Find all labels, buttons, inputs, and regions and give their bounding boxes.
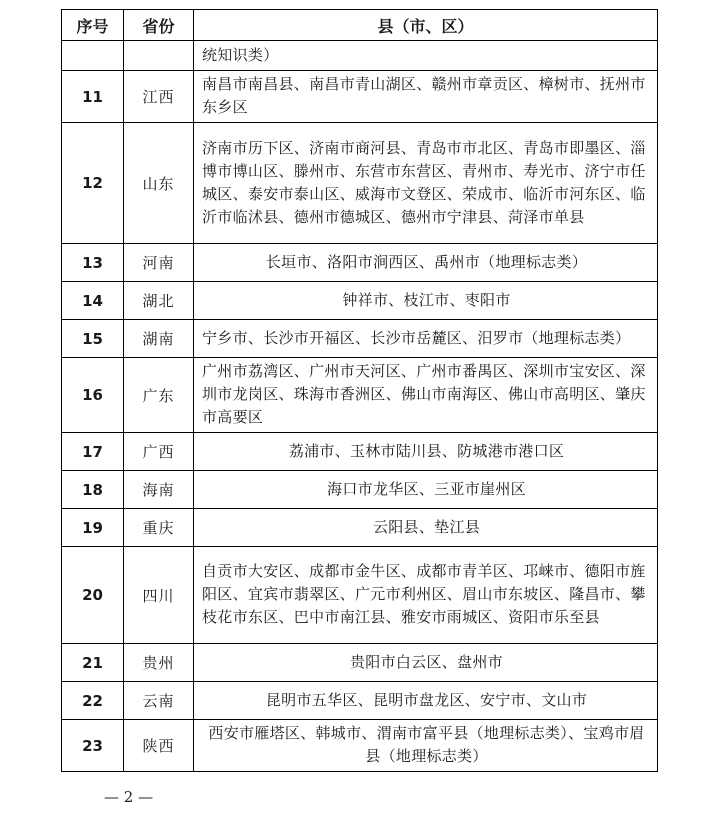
row-province-cell: 陕西 — [124, 720, 194, 772]
row-area-cell: 昆明市五华区、昆明市盘龙区、安宁市、文山市 — [194, 682, 658, 720]
row-province-cell: 湖南 — [124, 320, 194, 358]
table-row — [62, 282, 658, 320]
table-row — [62, 123, 658, 244]
row-province-cell: 江西 — [124, 71, 194, 123]
table-row — [62, 71, 658, 123]
row-area-cell: 济南市历下区、济南市商河县、青岛市市北区、青岛市即墨区、淄博市博山区、滕州市、东营市东营区、青州市、寿光市、济宁市任城区、泰安市泰山区、威海市文登区、荣成市、临沂市河东区、临沂市临沭县、德州市德城区、德州市宁津县、菏泽市单县 — [194, 123, 658, 244]
row-province-cell: 山东 — [124, 123, 194, 244]
table-row — [62, 509, 658, 547]
row-area-cell: 荔浦市、玉林市陆川县、防城港市港口区 — [194, 433, 658, 471]
table-row — [62, 644, 658, 682]
row-area-cell: 西安市雁塔区、韩城市、渭南市富平县（地理标志类）、宝鸡市眉县（地理标志类） — [194, 720, 658, 772]
column-header-index: 序号 — [62, 10, 124, 41]
row-province-cell: 重庆 — [124, 509, 194, 547]
row-index-cell: 23 — [62, 720, 124, 772]
table-row — [62, 433, 658, 471]
row-index-cell: 20 — [62, 547, 124, 644]
row-province-cell: 海南 — [124, 471, 194, 509]
table-row — [62, 358, 658, 433]
column-header-province: 省份 — [124, 10, 194, 41]
row-index-cell: 15 — [62, 320, 124, 358]
table-row — [62, 682, 658, 720]
table-row — [62, 41, 658, 71]
row-area-cell: 自贡市大安区、成都市金牛区、成都市青羊区、邛崃市、德阳市旌阳区、宜宾市翡翠区、广元市利州区、眉山市东坡区、隆昌市、攀枝花市东区、巴中市南江县、雅安市雨城区、资阳市乐至县 — [194, 547, 658, 644]
row-province-cell: 河南 — [124, 244, 194, 282]
row-area-cell: 海口市龙华区、三亚市崖州区 — [194, 471, 658, 509]
row-area-cell: 钟祥市、枝江市、枣阳市 — [194, 282, 658, 320]
row-area-cell: 广州市荔湾区、广州市天河区、广州市番禺区、深圳市宝安区、深圳市龙岗区、珠海市香洲区、佛山市南海区、佛山市高明区、肇庆市高要区 — [194, 358, 658, 433]
row-index-cell — [62, 41, 124, 71]
row-index-cell: 22 — [62, 682, 124, 720]
table-row — [62, 547, 658, 644]
row-index-cell: 11 — [62, 71, 124, 123]
county-list-table — [61, 9, 658, 772]
row-index-cell: 21 — [62, 644, 124, 682]
row-index-cell: 18 — [62, 471, 124, 509]
row-index-cell: 19 — [62, 509, 124, 547]
table-row — [62, 320, 658, 358]
table-row — [62, 720, 658, 772]
row-area-cell: 统知识类） — [194, 41, 658, 71]
row-province-cell: 四川 — [124, 547, 194, 644]
table-header-row — [62, 10, 658, 41]
row-area-cell: 贵阳市白云区、盘州市 — [194, 644, 658, 682]
row-province-cell: 广西 — [124, 433, 194, 471]
row-area-cell: 宁乡市、长沙市开福区、长沙市岳麓区、汨罗市（地理标志类） — [194, 320, 658, 358]
row-index-cell: 14 — [62, 282, 124, 320]
column-header-area: 县（市、区） — [194, 10, 658, 41]
row-province-cell: 贵州 — [124, 644, 194, 682]
row-province-cell: 广东 — [124, 358, 194, 433]
page-number: — 2 — — [104, 788, 154, 806]
row-index-cell: 12 — [62, 123, 124, 244]
table-row — [62, 244, 658, 282]
row-area-cell: 南昌市南昌县、南昌市青山湖区、赣州市章贡区、樟树市、抚州市东乡区 — [194, 71, 658, 123]
row-index-cell: 17 — [62, 433, 124, 471]
row-area-cell: 云阳县、垫江县 — [194, 509, 658, 547]
table-row — [62, 471, 658, 509]
row-area-cell: 长垣市、洛阳市涧西区、禹州市（地理标志类） — [194, 244, 658, 282]
row-index-cell: 13 — [62, 244, 124, 282]
row-province-cell — [124, 41, 194, 71]
row-province-cell: 湖北 — [124, 282, 194, 320]
row-province-cell: 云南 — [124, 682, 194, 720]
table-body — [62, 41, 658, 772]
row-index-cell: 16 — [62, 358, 124, 433]
